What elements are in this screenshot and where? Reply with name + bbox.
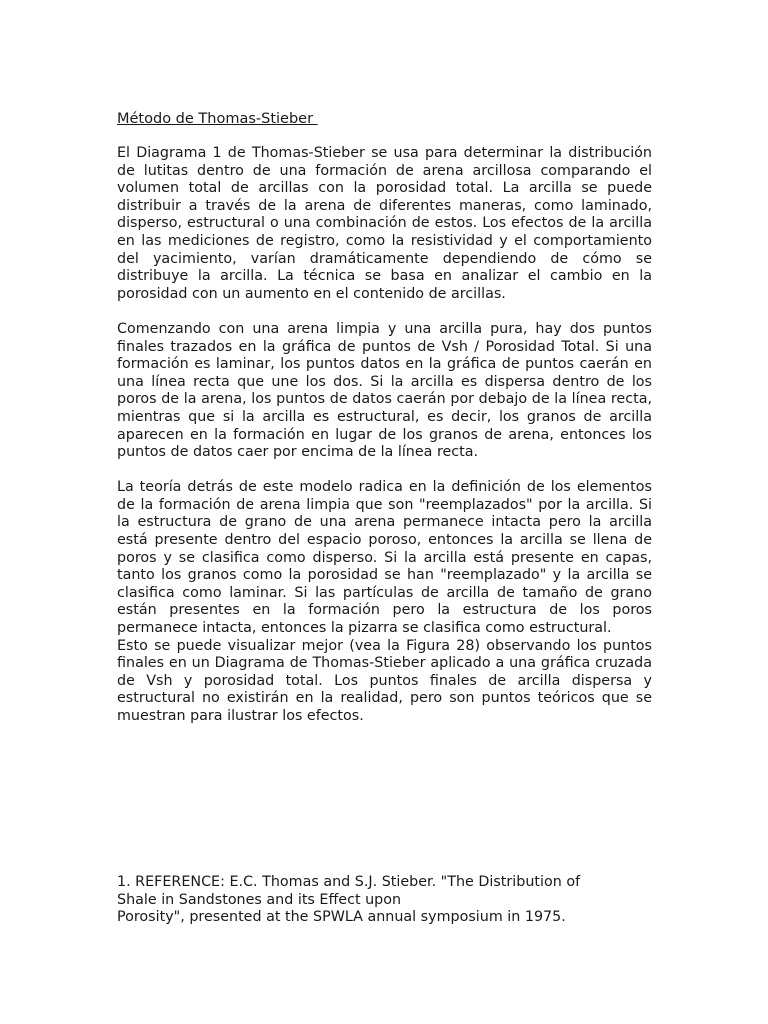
paragraph-2: Comenzando con una arena limpia y una arcilla pura, hay dos puntos finales trazados en la gráfica de puntos de Vsh / Porosidad Total. Si una formación es laminar, los puntos datos en la gráfica de puntos caerán en una línea recta que une los dos. Si la arcilla es dispersa dentro de los poros de la arena, los puntos de datos caerán por debajo de la línea recta, mientras que si la arcilla es estructural, es decir, los granos de arcilla aparecen en la formación en lugar de los granos de arena, entonces los puntos de datos caer por encima de la línea recta. xyxy=(117,320,652,461)
paragraph-1: El Diagrama 1 de Thomas-Stieber se usa para determinar la distribución de lutitas dentro de una formación de arena arcillosa comparando el volumen total de arcillas con la porosidad total. La arcilla se puede distribuir a través de la arena de diferentes maneras, como laminado, disperso, estructural o una combinación de estos. Los efectos de la arcilla en las mediciones de registro, como la resistividad y el comportamiento del yacimiento, varían dramáticamente dependiendo de cómo se distribuye la arcilla. La técnica se basa en analizar el cambio en la porosidad con un aumento en el contenido de arcillas. xyxy=(117,145,652,302)
reference-footnote xyxy=(117,874,677,927)
paragraph-gap xyxy=(117,462,652,480)
paragraph-3: La teoría detrás de este modelo radica en la definición de los elementos de la formación de arena limpia que son "reemplazados" por la arcilla. Si la estructura de grano de una arena permanece intacta pero la arcilla está presente dentro del espacio poroso, entonces la arcilla se llena de poros y se clasifica como disperso. Si la arcilla está presente en capas, tanto los granos como la porosidad se han "reemplazado" y la arcilla se clasifica como laminar. Si las partículas de arcilla de tamaño de grano están presentes en la formación pero la estructura de los poros permanece intacta, entonces la pizarra se clasifica como estructural. xyxy=(117,479,652,637)
paragraph-4: Esto se puede visualizar mejor (vea la Figura 28) observando los puntos finales en un Diagrama de Thomas-Stieber aplicado a una gráfica cruzada de Vsh y porosidad total. Los puntos finales de arcilla dispersa y estructural no existirán en la realidad, pero son puntos teóricos que se muestran para ilustrar los efectos. xyxy=(117,637,652,724)
document-body xyxy=(117,110,652,726)
document-title: Método de Thomas-Stieber xyxy=(117,111,318,127)
reference-line-1: 1. REFERENCE: E.C. Thomas and S.J. Stieber. "The Distribution of xyxy=(117,874,581,890)
reference-line-2: Shale in Sandstones and its Effect upon xyxy=(117,891,402,908)
reference-line-3: Porosity", presented at the SPWLA annual symposium in 1975. xyxy=(117,909,566,926)
paragraph-gap xyxy=(117,303,652,321)
